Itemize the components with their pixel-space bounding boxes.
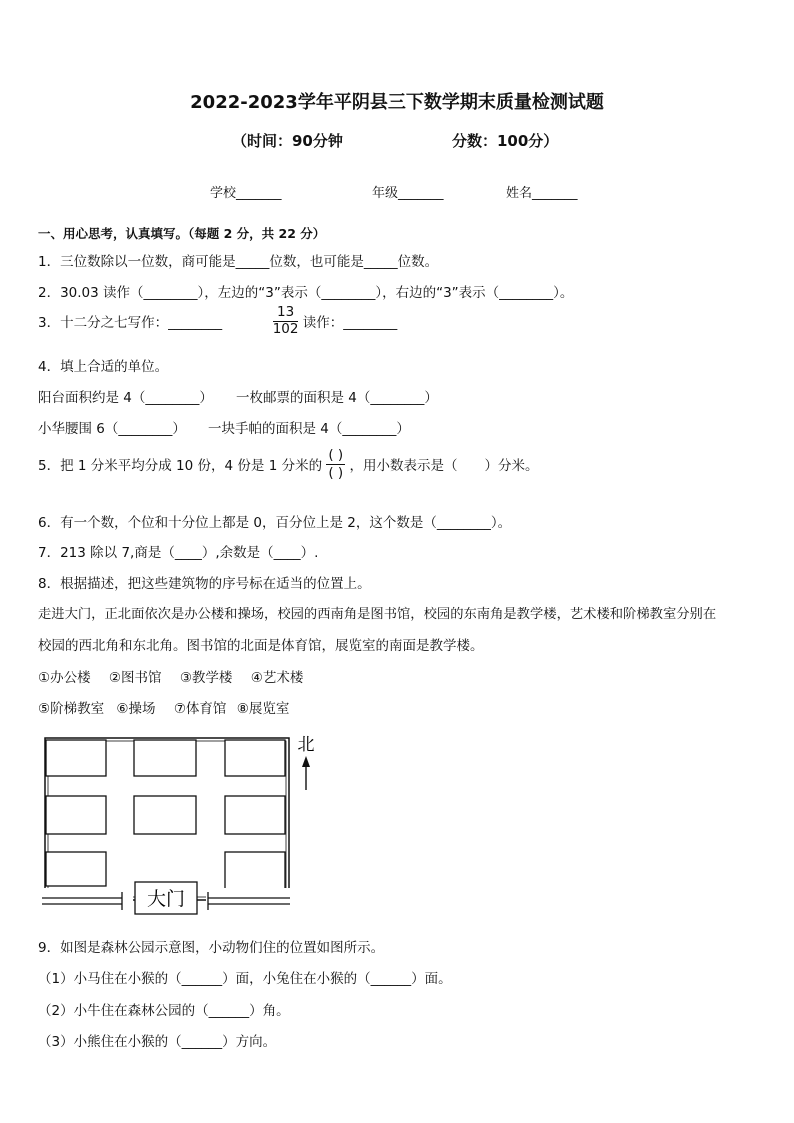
question-8-desc2: 校园的西北角和东北角。图书馆的北面是体育馆，展览室的南面是教学楼。 xyxy=(38,638,484,654)
plot-northwest[interactable] xyxy=(46,740,106,776)
option-gym: ⑦体育馆 xyxy=(173,701,227,717)
option-art: ④艺术楼 xyxy=(250,670,304,686)
name-field: 姓名_______ xyxy=(506,186,578,201)
question-1: 1．三位数除以一位数，商可能是_____位数，也可能是_____位数。 xyxy=(38,254,439,270)
question-9-stem: 9．如图是森林公园示意图，小动物们住的位置如图所示。 xyxy=(38,940,385,956)
option-teaching: ③教学楼 xyxy=(179,670,233,686)
question-3-part1: 3．十二分之七写作：________ xyxy=(38,315,223,332)
plot-southeast[interactable] xyxy=(225,852,285,890)
gate-label: 大门 xyxy=(146,888,186,910)
question-5-part1: 5．把 1 分米平均分成 10 份，4 份是 1 分米的 xyxy=(38,458,323,475)
north-label: 北 xyxy=(297,735,315,755)
question-2: 2．30.03 读作（________），左边的“3”表示（________），右边的“3”表示（________）。 xyxy=(38,285,574,301)
building-options-row2 xyxy=(38,697,289,717)
question-9-sub1: （1）小马住在小猴的（______）面，小兔住在小猴的（______）面。 xyxy=(38,971,452,987)
plot-southwest[interactable] xyxy=(46,852,106,886)
question-5-part2: ，用小数表示是（ ）分米。 xyxy=(349,458,539,475)
question-3 xyxy=(38,305,397,337)
section-heading: 一、用心思考，认真填写。（每题 2 分，共 22 分） xyxy=(38,226,326,241)
plot-northeast[interactable] xyxy=(225,740,285,776)
blank-numerator: ( ) xyxy=(328,447,344,463)
option-office: ①办公楼 xyxy=(38,670,91,686)
building-options-row1 xyxy=(38,666,303,686)
question-8-stem: 8．根据描述，把这些建筑物的序号标在适当的位置上。 xyxy=(38,576,371,592)
question-3-part2: 读作：________ xyxy=(302,315,398,332)
question-9-sub3: （3）小熊住在小猴的（______）方向。 xyxy=(38,1034,277,1050)
question-9-sub2: （2）小牛住在森林公园的（______）角。 xyxy=(38,1003,290,1019)
option-library: ②图书馆 xyxy=(108,670,162,686)
question-8-desc1: 走进大门，正北面依次是办公楼和操场，校园的西南角是图书馆，校园的东南角是教学楼，艺术楼和阶梯教室分别在 xyxy=(38,607,717,622)
question-5 xyxy=(38,447,539,482)
question-7: 7．213 除以 7,商是（____）,余数是（____）. xyxy=(38,545,319,561)
fraction-numerator: 13 xyxy=(273,305,299,322)
blank-denominator: ( ) xyxy=(328,464,344,481)
question-6: 6．有一个数，个位和十分位上都是 0，百分位上是 2，这个数是（________）。 xyxy=(38,515,512,531)
option-playground: ⑥操场 xyxy=(116,701,156,717)
question-4-line1a: 阳台面积约是 4（________） xyxy=(38,390,213,406)
option-exhibition: ⑧展览室 xyxy=(236,701,290,717)
question-4-line2b: 一块手帕的面积是 4（________） xyxy=(208,421,410,437)
school-field: 学校_______ xyxy=(210,186,282,201)
question-4-line2a: 小华腰围 6（________） xyxy=(38,421,186,437)
plot-north-center[interactable] xyxy=(134,740,196,776)
grade-field: 年级_______ xyxy=(372,186,444,201)
question-4-stem: 4．填上合适的单位。 xyxy=(38,359,169,375)
page-title: 2022-2023学年平阴县三下数学期末质量检测试题 xyxy=(190,92,604,113)
exam-time: （时间：90分钟 xyxy=(232,132,343,150)
option-lecture-hall: ⑤阶梯教室 xyxy=(38,701,105,717)
fraction-13-102 xyxy=(273,305,299,337)
plot-east[interactable] xyxy=(225,796,285,834)
fraction-denominator: 102 xyxy=(272,320,299,337)
plot-west[interactable] xyxy=(46,796,106,834)
blank-fraction xyxy=(326,447,345,482)
question-4-line1b: 一枚邮票的面积是 4（________） xyxy=(236,390,438,406)
exam-score: 分数：100分） xyxy=(452,132,559,150)
campus-map xyxy=(40,730,330,920)
plot-center[interactable] xyxy=(134,796,196,834)
north-arrow-head xyxy=(302,756,310,767)
